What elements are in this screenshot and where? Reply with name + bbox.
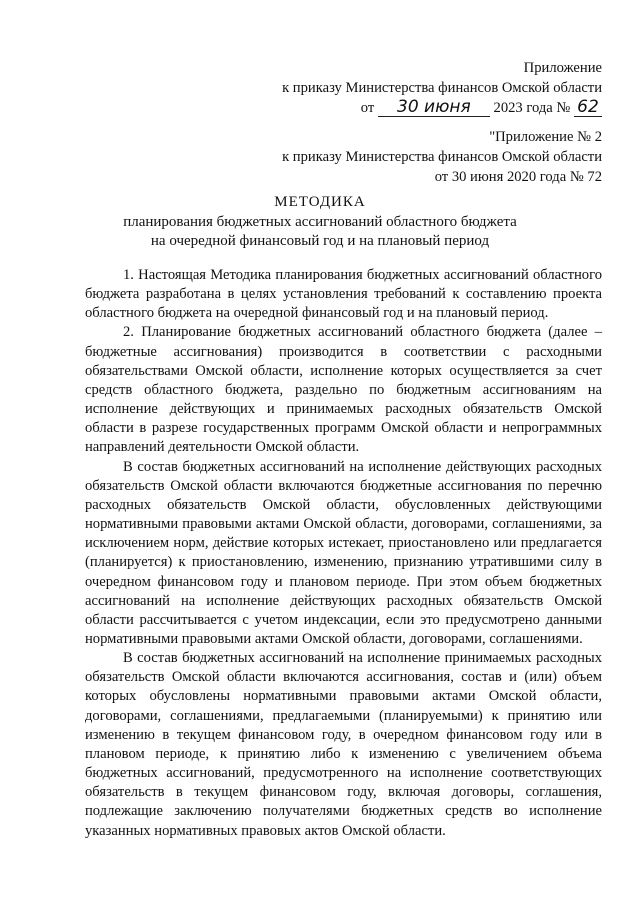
appendix-2-header bbox=[282, 127, 602, 187]
handwritten-number: 62 bbox=[574, 98, 602, 117]
paragraph-3: В состав бюджетных ассигнований на исполнение действующих расходных обязательств Омской области включаются бюджетные ассигнования по перечню расходных обязательств Омской области, обусловленных действующими нормативными правовыми актами Омской области, договорами, соглашениями, за исключением норм, действие которых истекает, приостановлено или предлагается (планируется) к приостановлению, изменению, признанию утратившими силу в очередном финансовом году и плановом периоде. При этом объем бюджетных ассигнований на исполнение действующих расходных обязательств Омской области рассчитывается с учетом индексации, если это предусмотрено данными нормативными правовыми актами Омской области, договорами, соглашениями. bbox=[85, 458, 602, 647]
document-title bbox=[0, 193, 640, 252]
appendix-label: Приложение bbox=[523, 60, 602, 76]
appendix-date-line bbox=[282, 98, 602, 118]
appendix-order-ref: к приказу Министерства финансов Омской области bbox=[282, 80, 602, 96]
paragraph-4: В состав бюджетных ассигнований на исполнение принимаемых расходных обязательств Омской области включаются ассигнования, состав и (или) объем которых обусловлены нормативными правовыми актами Омской области, договорами, соглашениями, предлагаемыми (планируемыми) к принятию или изменению в текущем финансовом году, в очередном финансовом году или в плановом периоде, к принятию либо к изменению с увеличением объема бюджетных ассигнований, предусмотренного на исполнение соответствующих обязательств в текущем финансовом году, включая договоры, соглашения, подлежащие заключению получателями бюджетных средств во исполнение указанных нормативных правовых актов Омской области. bbox=[85, 650, 602, 839]
paragraph-2: 2. Планирование бюджетных ассигнований областного бюджета (далее – бюджетные ассигнования) производится в соответствии с расходными обязательствами Омской области, исполнение которых осуществляется за счет средств областного бюджета, раздельно по бюджетным ассигнованиям на исполнение действующих и принимаемых расходных обязательств Омской области в разрезе государственных программ Омской области и непрограммных направлений деятельности Омской области. bbox=[85, 324, 602, 456]
document-body bbox=[85, 266, 602, 841]
year-label: 2023 года № bbox=[493, 100, 571, 116]
appendix-header bbox=[282, 58, 602, 118]
appendix-2-date: от 30 июня 2020 года № 72 bbox=[434, 169, 602, 185]
title-main: МЕТОДИКА bbox=[274, 194, 366, 210]
title-sub-2: на очередной финансовый год и на плановый период bbox=[150, 233, 490, 249]
appendix-2-order-ref: к приказу Министерства финансов Омской области bbox=[282, 149, 602, 165]
paragraph-1: 1. Настоящая Методика планирования бюджетных ассигнований областного бюджета разработана в целях установления требований к составлению проекта областного бюджета на очередной финансовый год и на плановый период. bbox=[85, 267, 602, 322]
title-sub-1: планирования бюджетных ассигнований областного бюджета bbox=[123, 213, 517, 230]
handwritten-date: 30 июня bbox=[378, 98, 490, 117]
appendix-2-label: "Приложение № 2 bbox=[489, 129, 602, 145]
date-prefix: от bbox=[360, 100, 375, 116]
